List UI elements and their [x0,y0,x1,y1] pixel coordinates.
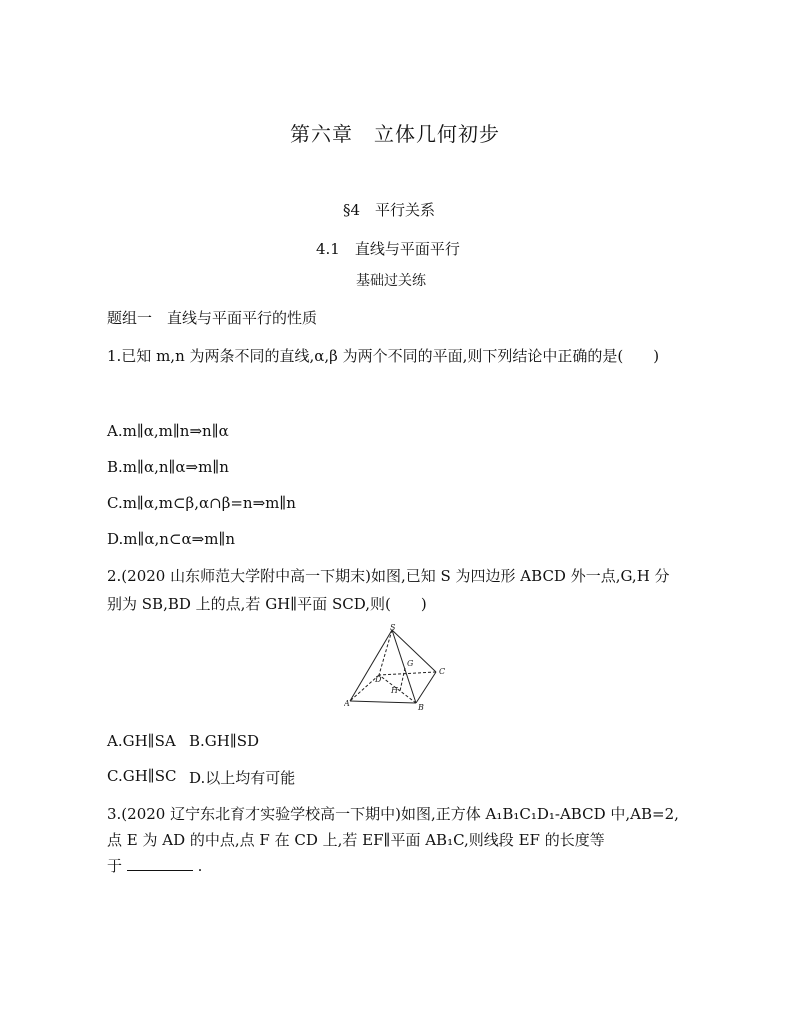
subsection-title: 4.1 直线与平面平行 [316,240,460,258]
label-b: B [418,703,424,712]
question-3-line-3 [107,852,202,880]
question-2-option-c: C.GH∥SC [107,767,177,785]
group-title: 题组一 直线与平面平行的性质 [107,309,318,327]
edge-sa [350,630,392,701]
label-g: G [407,659,414,668]
edge-cd [379,672,436,675]
question-1-stem: 1.已知 m,n 为两条不同的直线,α,β 为两个不同的平面,则下列结论中正确的是( ) [107,347,660,365]
question-2-option-d: D.以上均有可能 [189,769,296,787]
question-3-suffix: . [197,857,203,875]
question-1-option-b: B.m∥α,n∥α⇒m∥n [107,458,229,476]
question-1-option-c: C.m∥α,m⊂β,α∩β=n⇒m∥n [107,494,296,512]
pyramid-figure [344,624,454,714]
label-h: H [391,686,398,695]
chapter-title: 第六章 立体几何初步 [290,122,500,146]
label-d: D [375,675,382,684]
question-3-line-2: 点 E 为 AD 的中点,点 F 在 CD 上,若 EF∥平面 AB₁C,则线段 EF 的长度等 [107,831,605,849]
question-1-option-a: A.m∥α,m∥n⇒n∥α [107,422,229,440]
section-title: §4 平行关系 [343,201,436,219]
question-1-option-d: D.m∥α,n⊂α⇒m∥n [107,530,236,548]
answer-blank[interactable] [127,856,193,871]
question-2-option-b: B.GH∥SD [189,732,260,750]
edge-ab [350,701,416,703]
label-c: C [439,667,446,676]
segment-gh [400,668,405,691]
question-2-option-a: A.GH∥SA [107,732,176,750]
question-2-stem-line-2: 别为 SB,BD 上的点,若 GH∥平面 SCD,则( ) [107,595,427,613]
edge-sd [379,630,392,675]
question-3-prefix: 于 [107,857,123,875]
edge-bc [416,672,436,703]
label-a: A [344,699,350,708]
sub-heading: 基础过关练 [356,273,426,289]
question-2-stem-line-1: 2.(2020 山东师范大学附中高一下期末)如图,已知 S 为四边形 ABCD 外一点,G,H 分 [107,567,670,585]
question-3-line-1: 3.(2020 辽宁东北育才实验学校高一下期中)如图,正方体 A₁B₁C₁D₁-ABCD 中,AB=2, [107,805,679,823]
label-s: S [390,624,396,632]
